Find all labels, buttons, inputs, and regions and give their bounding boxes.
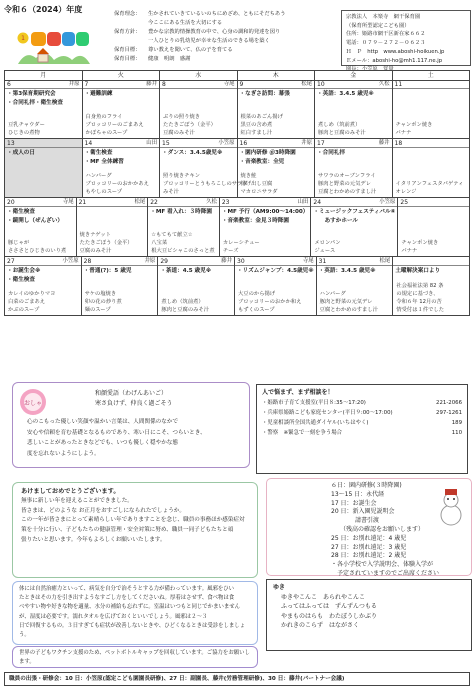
day-event: ・合同礼拝 [317,150,345,156]
day-meal [151,231,217,255]
day-number: 22 [150,199,158,206]
policy-row: 保育理念： 生かされていきているいのちにめざめ、ともにそだちあう [114,11,286,17]
day-number: 20 [7,199,15,206]
day-event: ・衛生検査 [84,150,113,156]
meal-item: ぶりの照り焼き [163,114,201,120]
duty-teacher: 寺尾 [223,81,235,87]
day-header [393,257,469,266]
meal-item: バナナ [401,248,418,254]
calendar-day-cell [393,80,471,139]
event-line: ・各小学校で入学説明会、体験入学が [331,561,434,569]
day-number: 11 [394,81,403,88]
day-event: ・MF 看入れ：３時降園 [150,209,212,215]
calendar-week-row [4,257,470,316]
poem-line: やまものはらも わたぼうしかぶり [281,612,378,620]
meal-item: 黒豆の含め煮 [240,122,273,128]
day-header [311,198,397,207]
day-header [393,139,470,148]
duty-teacher: 寺尾 [302,258,314,264]
poem-line: ふってはふっては ずんずんつもる [281,603,377,610]
year-heading: 令和６（2024）年度 [4,5,83,14]
meal-item: 社会福祉法第 82 条 [396,283,444,289]
meal-item: チャンポン焼き [395,122,433,128]
calendar-day-cell [5,139,83,198]
monthly-goal-box [12,382,250,468]
day-header [160,139,237,148]
day-meal [241,113,313,137]
day-header [5,257,81,266]
day-meal [396,180,468,196]
calendar-day-cell [235,257,317,316]
calendar-day-cell [83,80,161,139]
meal-item: メロンパン [314,240,341,246]
day-number: 25 [400,199,409,206]
day-event: ・英語：3.4.5 歳児※ [317,91,374,97]
duty-teacher: 藤井 [221,258,232,264]
policy-row: 保育目標： 健康 明朗 感謝 [114,55,191,62]
school-phone: 電話：０７９－２７２－０６２３ [346,40,426,47]
calendar-day-cell [317,257,394,316]
consultation-row: ・警察 ※緊急で一刻を争う場合 110 [262,430,462,436]
day-event: ・ミュージックフェスティバル④ [313,209,396,215]
day-event: ・普通(?)：5 歳児 [83,268,132,274]
day-event: ・リズムジャンプ：4.5歳児※ [237,268,314,274]
day-meal [320,290,391,314]
day-event: ・MF 予行（AM9:00～14:00） [221,209,309,215]
day-number: 14 [84,140,93,147]
meal-item: 根菜のあごん揚げ [240,114,283,120]
event-line: 請書引渡 [331,517,380,525]
day-number: 28 [83,258,92,265]
calendar-day-cell [311,198,398,257]
meal-item: ブロッコリーのおかか和え [238,299,302,305]
calendar-day-cell [398,198,470,257]
policy-row: 今ここにある生活を大切にする [148,19,223,26]
event-line: 13～15 日：永代経 [331,490,385,498]
event-line: 20 日：新入園児説明会 [331,508,395,516]
day-number: 16 [239,140,248,147]
weekday-label: 水 [160,71,238,81]
day-event: ・なぎさ訪問：幕張 [239,91,290,97]
meal-item: 豚じゃが [8,240,30,246]
meal-item: 大豆のから揚げ [238,291,276,297]
day-header [5,80,82,89]
school-type: （保育所型認定こども園） [346,22,410,29]
meal-item: ブロッコリーとうもろこしのサラダ [163,181,248,187]
calendar-day-cell [148,198,220,257]
meal-item: ひじきの煮物 [8,130,40,136]
meal-item: サケの塩焼き [84,291,117,297]
day-header [83,80,160,89]
day-number: 24 [313,199,322,206]
day-event: ・第3保育期研究会 [7,91,56,97]
day-event: ・お誕生会※ [7,268,41,274]
day-header [220,198,311,207]
day-meal [163,172,248,196]
cap-collection-notice: 世界の子どもワクチン支援のため、ペットボトルキャップを回収しています。ご協力をお願いします。 [12,646,258,668]
weekday-label: 金 [315,71,393,81]
meal-item: かぼちゃのスープ [85,130,128,136]
meal-item: さささとひじきのいり煮 [8,248,67,254]
day-meal [80,231,146,255]
meal-item: 豆乳チャウダー [8,122,45,128]
duty-teacher: 松尾 [379,258,391,264]
calendar-day-cell [238,80,316,139]
calendar-day-cell [315,139,393,198]
day-number: 7 [84,81,89,88]
calendar-week-row [4,80,470,139]
day-number: 10 [317,81,325,88]
day-event: ・園内研修 ＠3時降園 [239,150,296,156]
duty-teacher: 山田 [297,199,309,205]
meal-item: 情受付は１件でした [396,307,445,313]
day-event: ・MF 全体練習 [84,159,124,165]
day-meal [161,298,232,314]
event-line: 予定されていますのでご出席ください [331,569,440,577]
poem-box [266,579,472,651]
day-event: ・音楽教室：金見３時降園 [221,218,289,224]
day-number: 18 [394,140,403,147]
meal-item: チャンポン焼き [401,240,439,246]
meal-item: サワラのオーブンフライ [318,173,376,179]
day-event: ・鏡開し（ぜんざい） [7,218,63,224]
meal-item: カレイのゆかりマヨ [8,291,56,297]
day-header [315,80,392,89]
meal-item: 麺のスープ [84,307,111,313]
event-line: 17 日：お誕生会 [331,499,377,507]
duty-teacher: 井原 [301,140,312,146]
day-number: 21 [78,199,87,206]
meal-item: 卯の花の炒り煮 [84,299,122,305]
duty-teacher: 藤井 [378,140,390,146]
day-number: 13 [7,140,15,147]
school-name: 宗教法人 本楽寺 網干保育園 [346,14,421,20]
day-number: 15 [162,140,170,147]
duty-teacher: 松尾 [301,81,312,87]
meal-item: 豚肉と野菜の元気デレ [319,299,373,305]
day-number: 17 [317,140,325,147]
meal-item: バナナ [395,130,412,136]
calendar-day-cell [83,139,161,198]
calendar-day-cell [220,198,312,257]
calendar-day-cell [238,139,316,198]
meal-item: 煮しめ（筑前煮） [318,122,361,128]
consultation-box [256,384,468,474]
events-box [266,478,472,576]
duty-teacher: 寺尾 [62,199,74,205]
weekday-label: 土 [393,71,471,81]
meal-item: ☆もてもて献立☆ [151,232,193,238]
calendar-day-cell [5,80,83,139]
duty-teacher: 井原 [144,258,156,264]
poem-title: ゆき [273,584,286,591]
meal-item: 豆腐のみそ汁 [79,248,112,254]
day-number: 9 [239,81,244,88]
weekday-label: 木 [238,71,316,81]
meal-item: 豚肉と豆腐のみそ汁 [318,130,366,136]
day-event: ・衛生検査 [7,209,35,215]
day-header [148,198,219,207]
meal-item: ハンバーグ [85,173,112,179]
day-header [398,198,469,207]
day-meal [8,290,79,314]
day-number: 27 [7,258,15,265]
meal-item: 紅白すまし汁 [240,130,273,136]
meal-item: 豆腐とわかめのすまし汁 [318,189,377,195]
duty-teacher: 山田 [146,140,157,146]
event-line: 27 日：お別れ遠足：3 歳児 [331,543,407,551]
day-meal [163,113,235,137]
newsletter-logo [16,30,92,68]
event-line: 25 日：お別れ遠足：4 歳児 [331,534,407,542]
duty-teacher: 久松 [206,199,217,205]
duty-teacher: 小笠原 [62,258,79,264]
weekday-label: 月 [5,71,83,81]
school-info-box [341,10,471,73]
consultation-row: ・児童相談所全国共通ダイヤル(いちはやく) 189 [262,420,462,426]
meal-item: たたきごぼう（金平） [79,240,133,246]
school-director: 園長：小笠原 覚量 [346,66,394,73]
event-line: ６日：園内研修(３時降園) [331,482,402,489]
duty-teacher: 小笠原 [218,140,235,146]
meal-item: オレンジ [395,189,417,195]
school-address: 住所：姫路市網干区新在家６６２ [346,31,426,38]
policy-row: 保育方針： 豊かな宗教的情操教育の中で、心身の調和的発達を図り [114,28,281,35]
meal-item: カレーシチュー [222,240,260,246]
meal-item: 豆腐のみそ汁 [163,130,195,136]
duty-teacher: 松尾 [134,199,146,205]
school-email[interactable]: Ｅメール：aboshi-ho@mh1.117.ne.jp [346,57,443,64]
goal-subtitle: 寒さ負けず、仲良く過ごそう [95,400,173,407]
day-header [5,139,82,148]
meal-item: ハンバーグ [319,291,346,297]
day-event: ・衛生検査 [7,277,35,283]
event-line: 28 日：お別れ遠足：2 歳児 [331,552,407,560]
day-header [315,139,392,148]
meal-item: 豚肉と豆腐のみそ汁 [161,307,210,313]
day-event: あすかホール [313,218,359,224]
day-event: ・茶道：4.5 歳児※ [160,268,212,274]
svg-text:おしゃ: おしゃ [23,400,43,407]
meal-item: 焼きナゲット [79,232,111,238]
goal-text: 心のこもった優しい笑顔や温かい言葉は、人間関係のなかで 安心や信頼を育む基礎となるものであり、寒い日にこそ、つらいとき、 悲しいことがあったときなどでも、いつも優しく穏やかな態 度を忘れないようにしよう。 [27,419,206,457]
staff-training-bar: 職員の出張・研修会：10 日：小笠原(認定こども園園長研修)、27 日：副園長、藤井(労務管理研修)、30 日：藤井(パートナー会議) [4,672,470,686]
day-header [5,198,76,207]
calendar-day-cell [5,257,82,316]
day-meal [396,121,468,137]
meal-item: 白身魚のフライ [85,114,123,120]
calendar-day-cell [82,257,159,316]
meal-item: チーズ [222,248,239,254]
consultation-row: ・兵庫県姫路こども家庭センター(平日９:00～17:00) 297-1261 [262,410,462,416]
meal-item: 豚肉と野菜の元気デレ [318,181,371,187]
meal-item: 照り焼きチキン [163,173,201,179]
day-event: 土曜解決案口より [395,268,441,274]
day-header [235,257,316,266]
day-header [238,80,315,89]
day-meal [396,282,467,314]
new-year-greeting-box: あけましておめでとうございます。 無事に新しい年を迎えることができました。 皆さまは、どのような お正月をおすごしになられたでしょうか。 この一年が皆さまにとって素晴らしい年でありますことを念じ、職員の事務ほか感染症対 策を十分に行い、子どもたちの健康管理・安全対策に努め、職員一同子どもたちと頑 張りたいと思います。今年もよろしくお願いいたします。 [12,482,258,578]
day-number: 6 [7,81,11,88]
day-header [158,257,234,266]
day-meal [241,172,313,196]
consultation-title: 人で悩まず、まず相談を！ [262,389,334,396]
day-meal [85,290,156,314]
day-number: 30 [237,258,245,265]
calendar-day-cell [160,80,238,139]
duty-teacher: 小笠原 [379,199,396,205]
meal-item: ブロッコリーのごまあえ [85,122,144,128]
flower-icon [15,387,51,417]
day-event: ・ダンス：3.4.5歳児※ [162,150,223,156]
day-header [77,198,148,207]
duty-teacher: 藤井 [146,81,157,87]
greeting-title: あけましておめでとうございます。 [21,488,120,495]
calendar-day-cell [393,257,470,316]
day-number: 8 [162,81,166,88]
event-line: （残高の確認をお願いします） [331,525,425,533]
meal-item: もやしのスープ [85,189,123,195]
day-event: ・避難訓練 [84,91,113,97]
day-meal [8,239,74,255]
consultation-row: ・姫路市子育て支援室(平日８:35～17:20) 221-2066 [262,400,462,406]
duty-teacher: 井原 [68,81,80,87]
school-homepage[interactable]: Ｈ Ｐ http www.aboshi-hoikuen.jp [346,48,445,55]
day-meal [238,290,314,314]
day-header [393,80,470,89]
calendar-day-cell [77,198,149,257]
meal-item: みそ汁 [163,189,179,195]
day-header [83,139,160,148]
policy-block [114,10,340,63]
weekday-label: 火 [83,71,161,81]
day-number: 23 [221,199,230,206]
day-meal [401,239,467,255]
svg-text:1: 1 [21,35,25,42]
calendar-day-cell [315,80,393,139]
meal-item: かぶのスープ [8,307,40,313]
meal-item: 焼き鮭 [240,173,257,179]
meal-item: 八宝菜 [151,240,168,246]
calendar-table [4,70,470,376]
day-meal [223,239,309,255]
day-meal [86,113,158,137]
policy-row: 一人ひとりの乳幼児が幸せな生活のできる場を築く [148,37,270,44]
day-header [160,80,237,89]
meal-item: もずくのスープ [238,307,275,313]
calendar-day-cell [158,257,235,316]
calendar-day-cell [5,198,77,257]
day-number: 29 [160,258,168,265]
day-header [317,257,393,266]
day-meal [318,172,390,196]
policy-row: 保育目標： 尊い教えを聞いて、仏の子を育てる [114,46,233,53]
calendar-week-row [4,198,470,257]
meal-item: 白菜のごまあえ [8,299,46,305]
meal-item: 煮しめ（筑前煮） [161,299,204,305]
meal-item: 豆腐とわかめのすまし汁 [319,307,378,313]
health-note-box: 体には自然治癒力といって、病気を自分で治そうとする力が備わっています。風邪をひい たときはその力を引き出すようなすごし方をしてくださいね。厚着はさせず、食べ物は食 べやすい物や好きな物を適量、水分の補給も忘れずに。室温はいつもと同じでかまいません が、湿度は必要です。濡れタオルを広げておくといいでしょう。風邪は２～３ 日で回復するもの。３日すぎても症状が改善しないときや、ひどくなるときは受診をしましょう。 [12,581,258,645]
snowman-icon [437,487,465,527]
meal-item: 根大豆ビシャこのさっと煮 [151,248,215,254]
day-meal [8,121,80,137]
day-event: ・成人の日 [7,150,35,156]
meal-item: イタリアンフェスタパゲティ [395,181,464,187]
calendar-week-row [4,139,470,198]
day-meal [318,121,390,137]
goal-title: 和顔愛語（わげんあいご） [95,390,168,397]
day-header [238,139,315,148]
day-number: 31 [318,258,327,265]
meal-item: たたきごぼう（金平） [163,122,216,128]
meal-item: ジュース [314,248,336,254]
day-meal [314,239,395,255]
poem-line: かれきのこらず はながさく [281,622,360,629]
day-event: ・合同礼拝・衛生検査 [7,100,63,106]
meal-item: 令和６年 12月の苦 [396,299,442,305]
meal-item: ブロッコリーのおかかあえ [85,181,149,187]
day-event: ・音楽教室：全児 [239,159,285,165]
meal-item: 揚げ出し豆腐 [240,181,273,187]
poem-line: ゆきやこんこ あられやこんこ [281,593,366,601]
meal-item: マカロニサラダ [240,189,278,195]
day-meal [86,172,158,196]
day-header [82,257,158,266]
duty-teacher: 久松 [378,81,390,87]
calendar-day-cell [393,139,471,198]
calendar-weekday-header [4,70,470,80]
meal-item: の規定に基づき、 [396,291,439,297]
day-event: ・英語：3.4.5 歳児※ [318,268,376,274]
